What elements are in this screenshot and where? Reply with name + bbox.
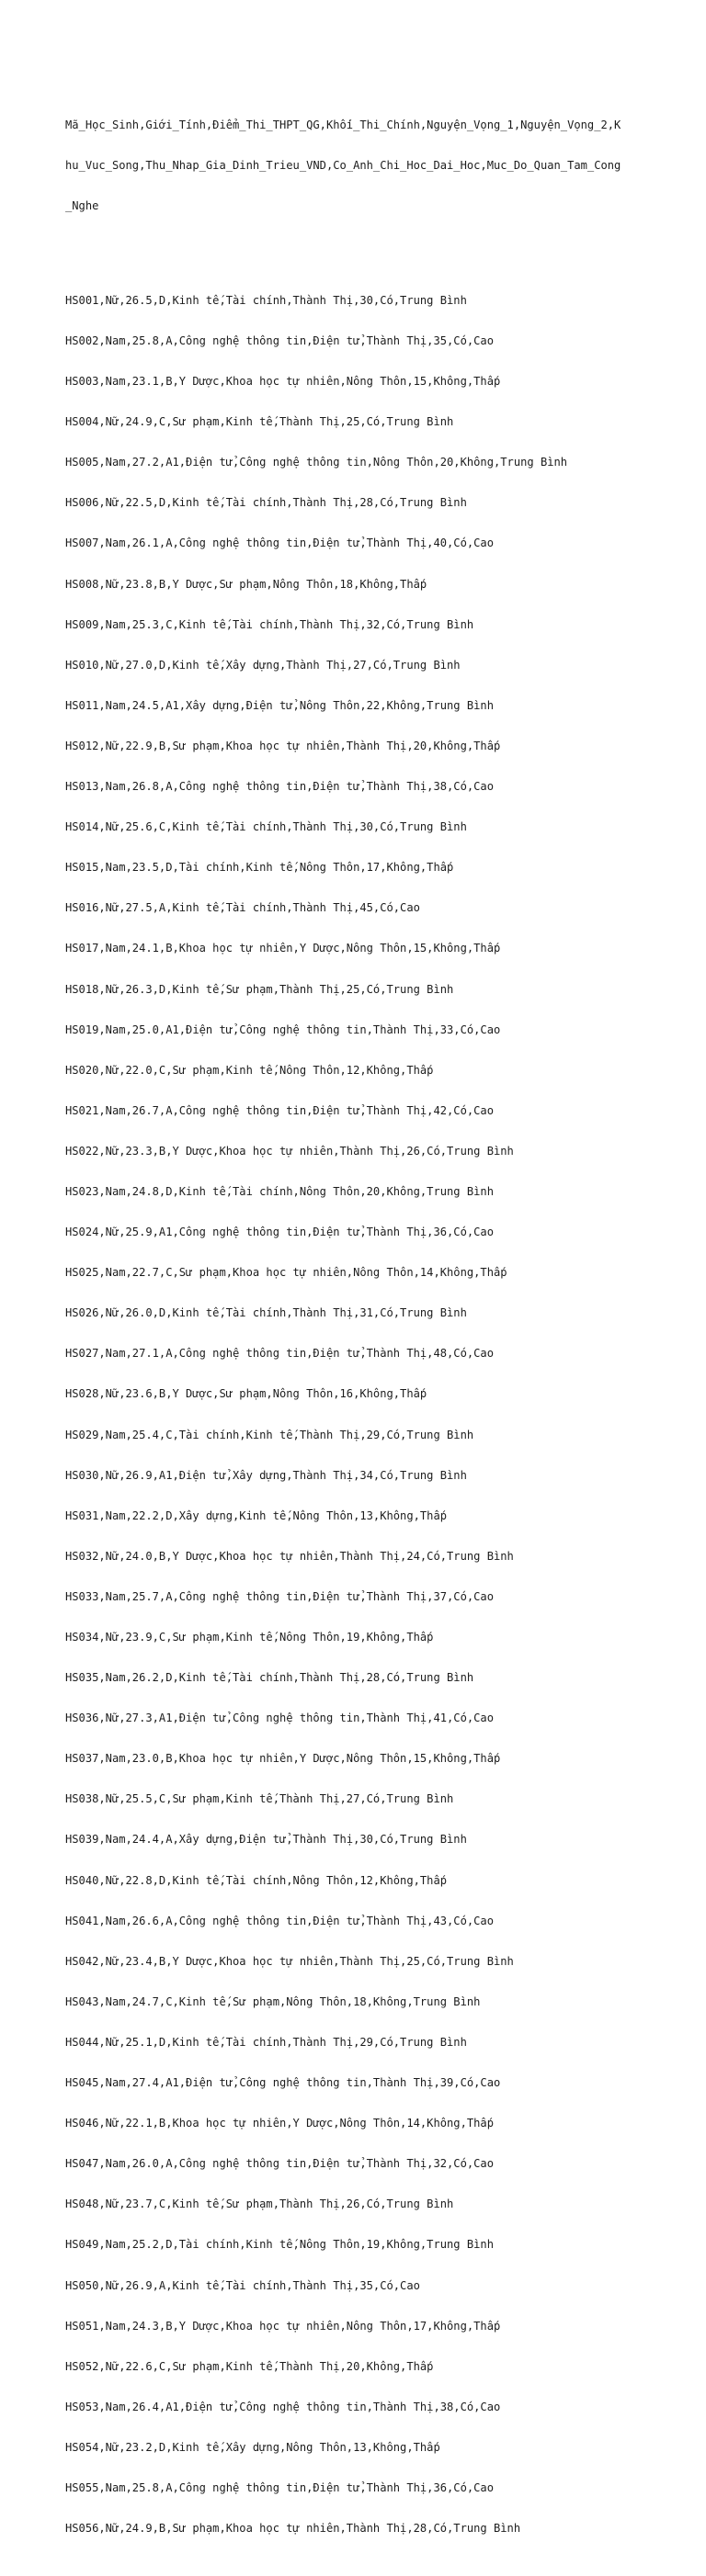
csv-row: HS056,Nữ,24.9,B,Sư phạm,Khoa học tự nhiên,Thành Thị,28,Có,Trung Bình — [65, 2522, 521, 2536]
csv-row: HS050,Nữ,26.9,A,Kinh tế,Tài chính,Thành Thị,35,Có,Cao — [65, 2278, 420, 2292]
csv-row: HS029,Nam,25.4,C,Tài chính,Kinh tế,Thành Thị,29,Có,Trung Bình — [65, 1428, 474, 1441]
csv-header — [65, 91, 654, 240]
csv-row: HS008,Nữ,23.8,B,Y Dược,Sư phạm,Nông Thôn,18,Không,Thấp — [65, 577, 427, 591]
csv-row: HS004,Nữ,24.9,C,Sư phạm,Kinh tế,Thành Thị,25,Có,Trung Bình — [65, 415, 454, 429]
csv-row: HS014,Nữ,25.6,C,Kinh tế,Tài chính,Thành Thị,30,Có,Trung Bình — [65, 820, 467, 834]
csv-row: HS035,Nam,26.2,D,Kinh tế,Tài chính,Thành Thị,28,Có,Trung Bình — [65, 1671, 474, 1685]
csv-row: HS006,Nữ,22.5,D,Kinh tế,Tài chính,Thành Thị,28,Có,Trung Bình — [65, 496, 467, 510]
csv-header-line: _Nghe — [65, 199, 99, 212]
csv-row: HS045,Nam,27.4,A1,Điện tử,Công nghệ thông tin,Thành Thị,39,Có,Cao — [65, 2076, 501, 2090]
csv-row: HS002,Nam,25.8,A,Công nghệ thông tin,Điện tử,Thành Thị,35,Có,Cao — [65, 334, 494, 347]
csv-row: HS053,Nam,26.4,A1,Điện tử,Công nghệ thông tin,Thành Thị,38,Có,Cao — [65, 2400, 501, 2413]
csv-header-line: Mã_Học_Sinh,Giới_Tính,Điểm_Thi_THPT_QG,Khối_Thi_Chính,Nguyện_Vọng_1,Nguyện_Vọng_2,K — [65, 118, 621, 131]
csv-row: HS032,Nữ,24.0,B,Y Dược,Khoa học tự nhiên,Thành Thị,24,Có,Trung Bình — [65, 1549, 514, 1563]
csv-row: HS020,Nữ,22.0,C,Sư phạm,Kinh tế,Nông Thôn,12,Không,Thấp — [65, 1063, 434, 1077]
csv-row: HS015,Nam,23.5,D,Tài chính,Kinh tế,Nông Thôn,17,Không,Thấp — [65, 861, 454, 875]
csv-row: HS018,Nữ,26.3,D,Kinh tế,Sư phạm,Thành Thị,25,Có,Trung Bình — [65, 982, 454, 996]
csv-row: HS011,Nam,24.5,A1,Xây dựng,Điện tử,Nông Thôn,22,Không,Trung Bình — [65, 698, 494, 712]
csv-row: HS038,Nữ,25.5,C,Sư phạm,Kinh tế,Thành Thị,27,Có,Trung Bình — [65, 1792, 454, 1806]
csv-row: HS047,Nam,26.0,A,Công nghệ thông tin,Điện tử,Thành Thị,32,Có,Cao — [65, 2157, 494, 2171]
csv-row: HS023,Nam,24.8,D,Kinh tế,Tài chính,Nông Thôn,20,Không,Trung Bình — [65, 1184, 494, 1198]
csv-row: HS019,Nam,25.0,A1,Điện tử,Công nghệ thông tin,Thành Thị,33,Có,Cao — [65, 1022, 501, 1036]
csv-row: HS003,Nam,23.1,B,Y Dược,Khoa học tự nhiên,Nông Thôn,15,Không,Thấp — [65, 375, 501, 389]
csv-row: HS054,Nữ,23.2,D,Kinh tế,Xây dựng,Nông Thôn,13,Không,Thấp — [65, 2440, 440, 2454]
csv-row: HS012,Nữ,22.9,B,Sư phạm,Khoa học tự nhiên,Thành Thị,20,Không,Thấp — [65, 739, 501, 752]
csv-document — [65, 64, 654, 2576]
csv-row: HS037,Nam,23.0,B,Khoa học tự nhiên,Y Dược,Nông Thôn,15,Không,Thấp — [65, 1752, 501, 1766]
csv-row: HS031,Nam,22.2,D,Xây dựng,Kinh tế,Nông Thôn,13,Không,Thấp — [65, 1508, 448, 1522]
csv-row: HS046,Nữ,22.1,B,Khoa học tự nhiên,Y Dược,Nông Thôn,14,Không,Thấp — [65, 2117, 494, 2130]
csv-row: HS040,Nữ,22.8,D,Kinh tế,Tài chính,Nông Thôn,12,Không,Thấp — [65, 1873, 448, 1887]
csv-row: HS044,Nữ,25.1,D,Kinh tế,Tài chính,Thành Thị,29,Có,Trung Bình — [65, 2035, 467, 2049]
csv-row: HS041,Nam,26.6,A,Công nghệ thông tin,Điện tử,Thành Thị,43,Có,Cao — [65, 1914, 494, 1927]
csv-row: HS009,Nam,25.3,C,Kinh tế,Tài chính,Thành Thị,32,Có,Trung Bình — [65, 617, 474, 631]
csv-row: HS042,Nữ,23.4,B,Y Dược,Khoa học tự nhiên,Thành Thị,25,Có,Trung Bình — [65, 1954, 514, 1968]
csv-row: HS055,Nam,25.8,A,Công nghệ thông tin,Điện tử,Thành Thị,36,Có,Cao — [65, 2480, 494, 2494]
csv-row: HS036,Nữ,27.3,A1,Điện tử,Công nghệ thông tin,Thành Thị,41,Có,Cao — [65, 1712, 494, 1725]
csv-row: HS001,Nữ,26.5,D,Kinh tế,Tài chính,Thành Thị,30,Có,Trung Bình — [65, 293, 467, 307]
csv-row: HS021,Nam,26.7,A,Công nghệ thông tin,Điện tử,Thành Thị,42,Có,Cao — [65, 1103, 494, 1117]
csv-row: HS022,Nữ,23.3,B,Y Dược,Khoa học tự nhiên,Thành Thị,26,Có,Trung Bình — [65, 1144, 514, 1158]
csv-row: HS010,Nữ,27.0,D,Kinh tế,Xây dựng,Thành Thị,27,Có,Trung Bình — [65, 658, 461, 672]
csv-row: HS051,Nam,24.3,B,Y Dược,Khoa học tự nhiên,Nông Thôn,17,Không,Thấp — [65, 2319, 501, 2333]
csv-row: HS013,Nam,26.8,A,Công nghệ thông tin,Điện tử,Thành Thị,38,Có,Cao — [65, 780, 494, 794]
csv-row: HS030,Nữ,26.9,A1,Điện tử,Xây dựng,Thành Thị,34,Có,Trung Bình — [65, 1468, 467, 1482]
csv-row: HS033,Nam,25.7,A,Công nghệ thông tin,Điện tử,Thành Thị,37,Có,Cao — [65, 1589, 494, 1603]
csv-row: HS048,Nữ,23.7,C,Kinh tế,Sư phạm,Thành Thị,26,Có,Trung Bình — [65, 2198, 454, 2211]
csv-row: HS052,Nữ,22.6,C,Sư phạm,Kinh tế,Thành Thị,20,Không,Thấp — [65, 2359, 434, 2373]
csv-row: HS039,Nam,24.4,A,Xây dựng,Điện tử,Thành Thị,30,Có,Trung Bình — [65, 1833, 467, 1847]
csv-row: HS007,Nam,26.1,A,Công nghệ thông tin,Điện tử,Thành Thị,40,Có,Cao — [65, 537, 494, 550]
csv-row: HS025,Nam,22.7,C,Sư phạm,Khoa học tự nhiên,Nông Thôn,14,Không,Thấp — [65, 1266, 507, 1280]
csv-row: HS016,Nữ,27.5,A,Kinh tế,Tài chính,Thành Thị,45,Có,Cao — [65, 901, 420, 915]
csv-row: HS027,Nam,27.1,A,Công nghệ thông tin,Điện tử,Thành Thị,48,Có,Cao — [65, 1347, 494, 1361]
csv-row: HS049,Nam,25.2,D,Tài chính,Kinh tế,Nông Thôn,19,Không,Trung Bình — [65, 2238, 494, 2252]
csv-row: HS043,Nam,24.7,C,Kinh tế,Sư phạm,Nông Thôn,18,Không,Trung Bình — [65, 1994, 481, 2008]
csv-rows — [65, 267, 654, 2563]
csv-row: HS024,Nữ,25.9,A1,Công nghệ thông tin,Điện tử,Thành Thị,36,Có,Cao — [65, 1226, 494, 1239]
csv-header-line: hu_Vuc_Song,Thu_Nhap_Gia_Dinh_Trieu_VND,Co_Anh_Chi_Hoc_Dai_Hoc,Muc_Do_Quan_Tam_Cong — [65, 158, 621, 172]
csv-row: HS034,Nữ,23.9,C,Sư phạm,Kinh tế,Nông Thôn,19,Không,Thấp — [65, 1631, 434, 1644]
csv-row: HS026,Nữ,26.0,D,Kinh tế,Tài chính,Thành Thị,31,Có,Trung Bình — [65, 1306, 467, 1320]
csv-row: HS028,Nữ,23.6,B,Y Dược,Sư phạm,Nông Thôn,16,Không,Thấp — [65, 1387, 427, 1401]
csv-row: HS005,Nam,27.2,A1,Điện tử,Công nghệ thông tin,Nông Thôn,20,Không,Trung Bình — [65, 456, 568, 469]
csv-row: HS017,Nam,24.1,B,Khoa học tự nhiên,Y Dược,Nông Thôn,15,Không,Thấp — [65, 942, 501, 955]
